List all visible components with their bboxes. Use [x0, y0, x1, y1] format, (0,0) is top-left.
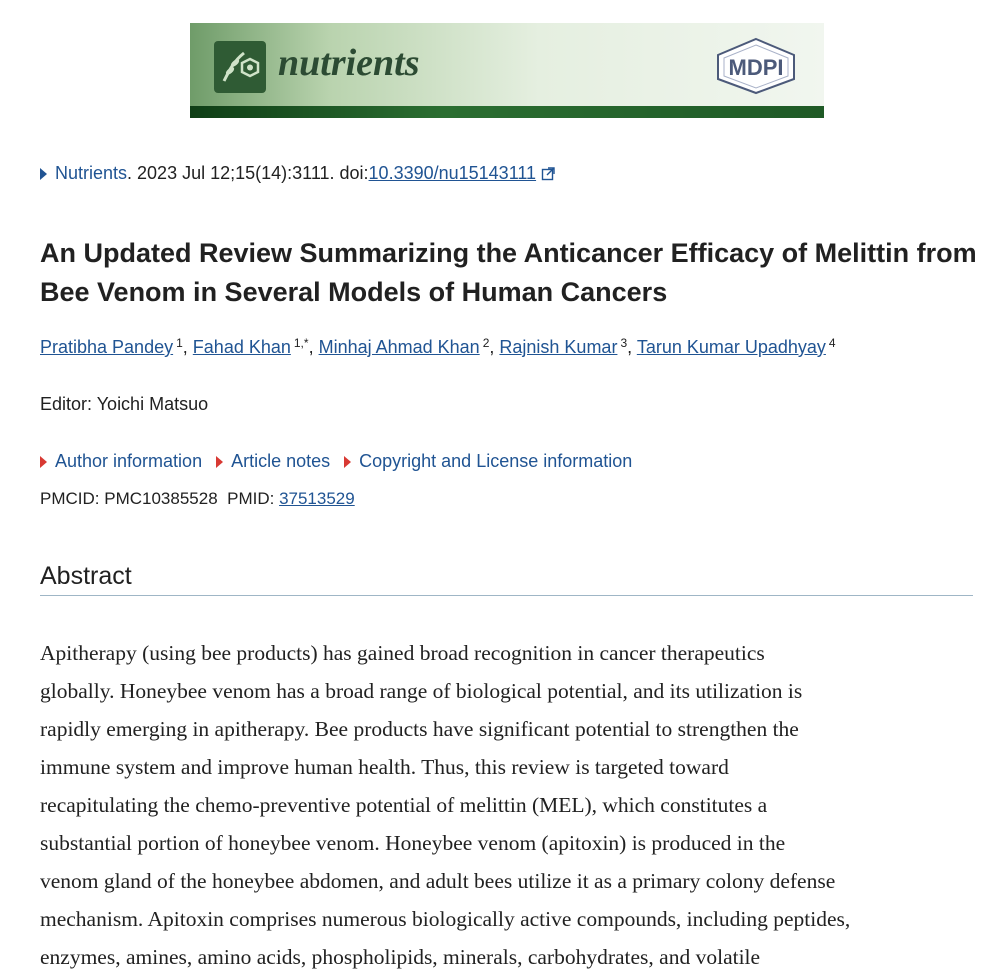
author-separator: , — [308, 337, 319, 357]
abstract-body — [40, 634, 980, 974]
expand-triangle-icon — [40, 456, 47, 468]
abstract-line: venom gland of the honeybee abdomen, and adult bees utilize it as a primary colony defense — [40, 869, 836, 893]
affiliation-marker[interactable]: 2 — [482, 336, 490, 350]
pmcid-value: PMC10385528 — [104, 489, 218, 508]
author-separator: , — [489, 337, 500, 357]
abstract-heading: Abstract — [40, 562, 132, 590]
author-link[interactable]: Fahad Khan — [192, 337, 291, 357]
article-identifiers — [40, 489, 355, 509]
pmcid-label: PMCID: — [40, 489, 105, 508]
citation-line — [40, 163, 555, 184]
author-information-toggle[interactable] — [40, 451, 202, 472]
publisher-name: MDPI — [728, 55, 784, 80]
author-separator: , — [627, 337, 637, 357]
journal-logo-icon — [214, 41, 266, 93]
doi-link[interactable]: 10.3390/nu15143111 — [368, 163, 537, 183]
abstract-line: recapitulating the chemo-preventive potential of melittin (MEL), which constitutes a — [40, 793, 768, 817]
journal-banner[interactable] — [190, 23, 824, 118]
author-information-label: Author information — [55, 451, 203, 471]
expand-triangle-icon — [216, 456, 223, 468]
abstract-line: rapidly emerging in apitherapy. Bee products have significant potential to strengthen the — [40, 717, 799, 741]
copyright-license-toggle[interactable] — [344, 451, 632, 472]
article-notes-bar — [40, 451, 646, 472]
publisher-logo-icon — [710, 35, 802, 97]
journal-link[interactable]: Nutrients — [55, 163, 128, 183]
affiliation-marker[interactable]: 4 — [828, 336, 836, 350]
editor-line: Editor: Yoichi Matsuo — [40, 394, 209, 414]
abstract-line: immune system and improve human health. Thus, this review is targeted toward — [40, 755, 729, 779]
abstract-line: globally. Honeybee venom has a broad range of biological potential, and its utilization is — [40, 679, 803, 703]
journal-name: nutrients — [278, 42, 420, 84]
external-link-icon[interactable] — [541, 167, 555, 181]
author-link[interactable]: Pratibha Pandey — [40, 337, 174, 357]
expand-triangle-icon — [344, 456, 351, 468]
author-separator: , — [182, 337, 193, 357]
author-link[interactable]: Tarun Kumar Upadhyay — [636, 337, 826, 357]
author-link[interactable]: Rajnish Kumar — [499, 337, 618, 357]
abstract-line: substantial portion of honeybee venom. Honeybee venom (apitoxin) is produced in the — [40, 831, 786, 855]
author-link[interactable]: Minhaj Ahmad Khan — [318, 337, 480, 357]
abstract-line: Apitherapy (using bee products) has gained broad recognition in cancer therapeutics — [40, 641, 765, 665]
affiliation-marker[interactable]: 3 — [620, 336, 628, 350]
affiliation-marker[interactable]: 1,* — [293, 336, 309, 350]
copyright-license-label: Copyright and License information — [359, 451, 633, 471]
pmid-label: PMID: — [227, 489, 280, 508]
article-notes-toggle[interactable] — [216, 451, 330, 472]
article-notes-label: Article notes — [231, 451, 331, 471]
article-title: An Updated Review Summarizing the Anticancer Efficacy of Melittin from Bee Venom in Several Models of Human Cancers — [40, 238, 977, 307]
banner-stripe — [190, 106, 824, 118]
section-divider — [40, 595, 973, 596]
expand-triangle-icon[interactable] — [40, 168, 47, 180]
author-list — [40, 336, 836, 358]
citation-details: . 2023 Jul 12;15(14):3111. doi: — [127, 163, 369, 183]
affiliation-marker[interactable]: 1 — [176, 336, 183, 350]
abstract-line: enzymes, amines, amino acids, phospholipids, minerals, carbohydrates, and volatile — [40, 945, 761, 969]
pmid-link[interactable]: 37513529 — [279, 489, 355, 508]
abstract-line: mechanism. Apitoxin comprises numerous biologically active compounds, including peptides, — [40, 907, 851, 931]
